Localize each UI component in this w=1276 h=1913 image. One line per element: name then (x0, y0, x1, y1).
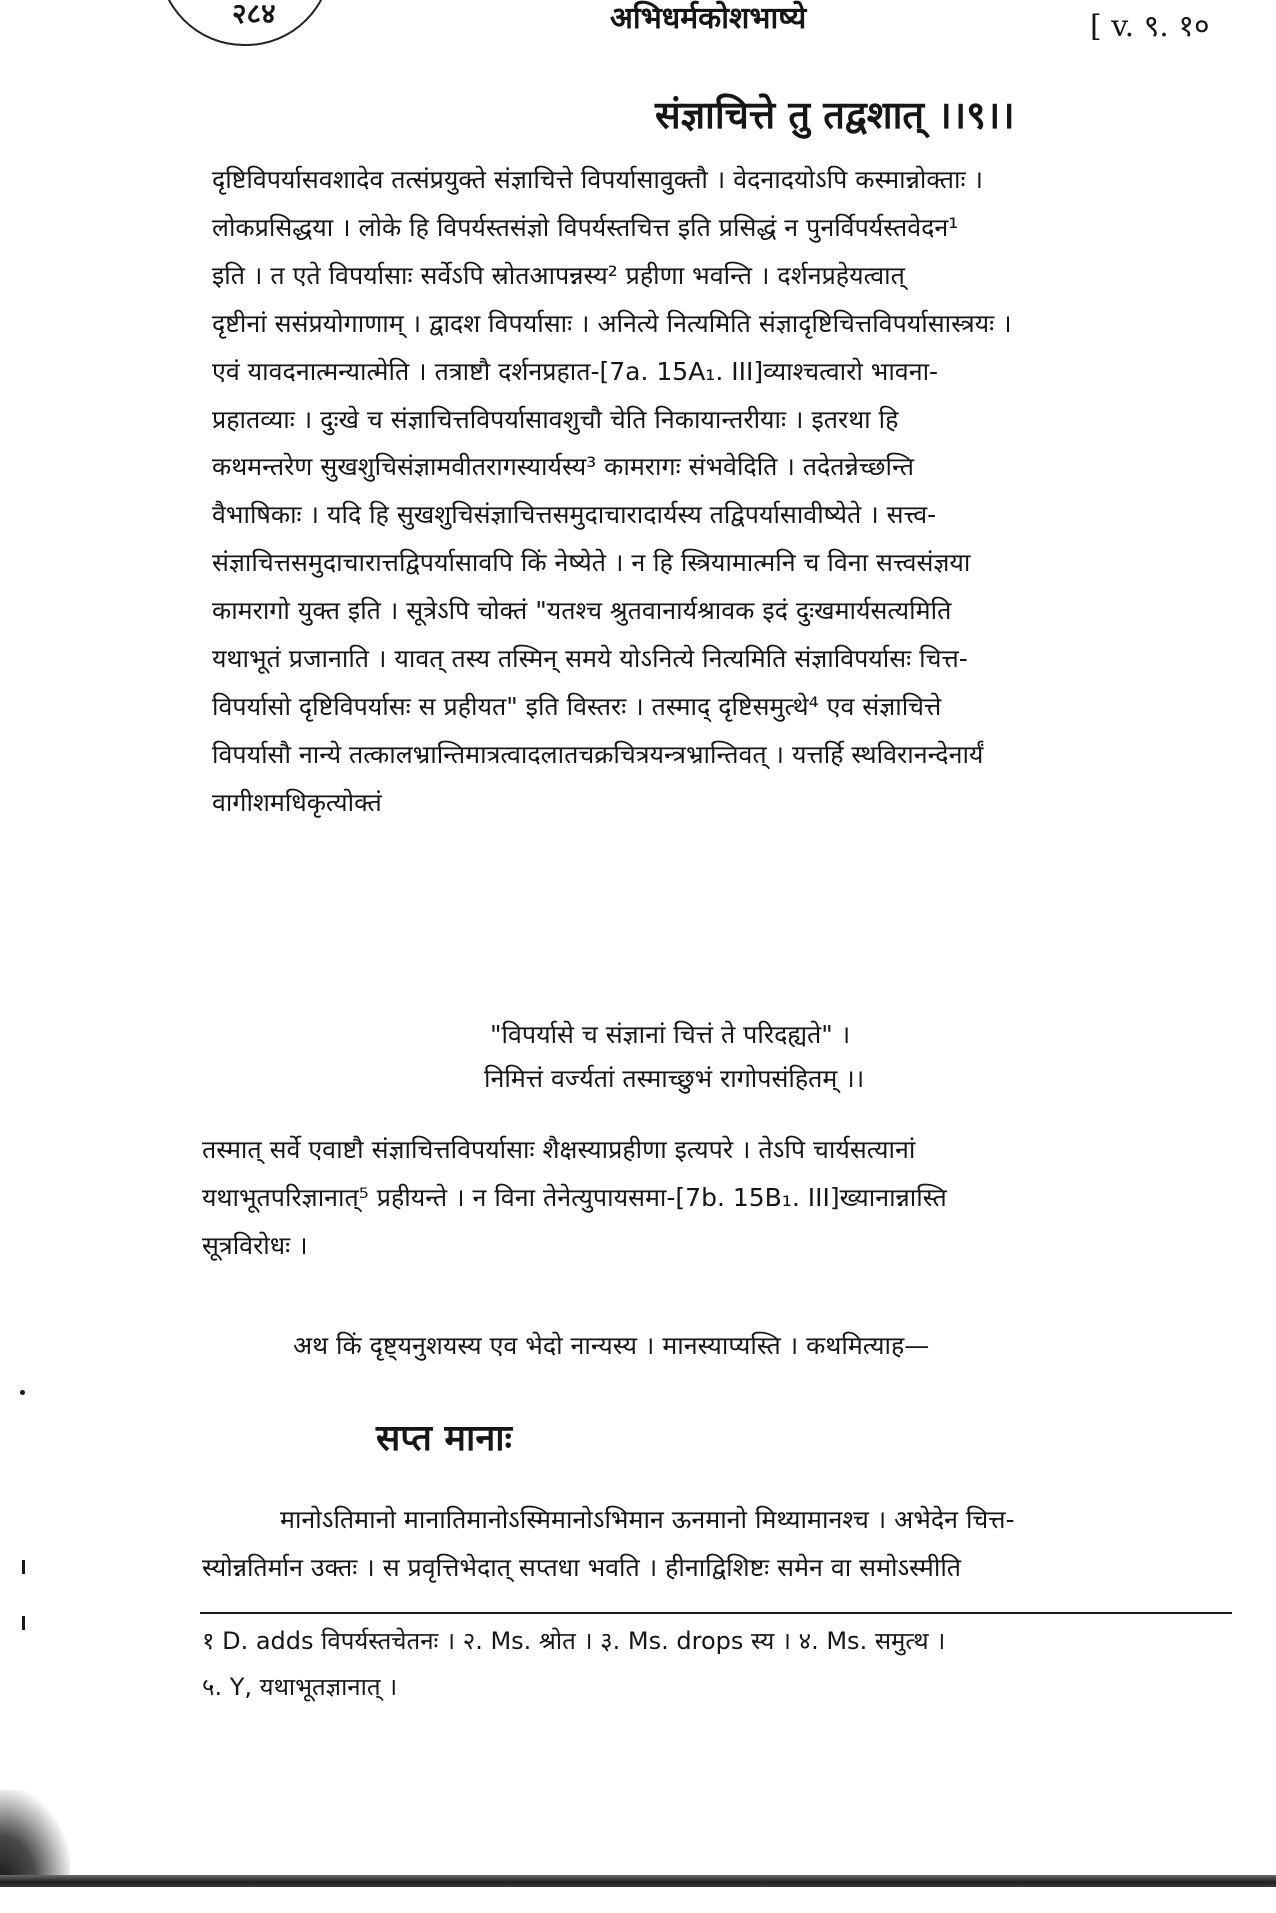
paragraph-line: यथाभूतपरिज्ञानात्⁵ प्रहीयन्ते । न विना तेनेत्युपायसमा-[7b. 15B₁. III]ख्यानान्नास्ति (202, 1183, 947, 1212)
commentary-line: प्रहातव्याः । दुःखे च संज्ञाचित्तविपर्यासावशुचौ चेति निकायान्तरीयाः । इतरथा हि (212, 404, 899, 434)
footnote-line: १ D. adds विपर्यस्तचेतनः । २. Ms. श्रोत । ३. Ms. drops स्य । ४. Ms. समुत्थ । (202, 1627, 946, 1655)
commentary-line: दृष्टिविपर्यासवशादेव तत्संप्रयुक्ते संज्ञाचित्ते विपर्यासावुक्तौ । वेदनादयोऽपि कस्मान्नोक्ताः । (212, 165, 983, 194)
commentary-paragraph (212, 156, 1236, 827)
paragraph-line: मानोऽतिमानो मानातिमानोऽस्मिमानोऽभिमान ऊनमानो मिथ्यामानश्च । अभेदेन चित्त- (280, 1505, 1015, 1534)
commentary-line: विपर्यासो दृष्टिविपर्यासः स प्रहीयत" इति विस्तरः । तस्माद् दृष्टिसमुत्थे⁴ एव संज्ञाचित्ते (212, 691, 942, 721)
commentary-line: इति । त एते विपर्यासाः सर्वेऽपि स्रोतआपन्नस्य² प्रहीणा भवन्ति । दर्शनप्रहेयत्वात् (212, 260, 905, 290)
margin-mark (22, 1616, 25, 1630)
paragraph-line: तस्मात् सर्वे एवाष्टौ संज्ञाचित्तविपर्यासाः शैक्षस्याप्रहीणा इत्यपरे । तेऽपि चार्यसत्यानां (202, 1135, 916, 1164)
margin-mark (22, 1560, 25, 1574)
margin-dot (20, 1390, 25, 1395)
commentary-line: लोकप्रसिद्धया । लोके हि विपर्यस्तसंज्ञो विपर्यस्तचित्त इति प्रसिद्धं न पुनर्विपर्यस्तवेदन¹ (212, 212, 959, 242)
footnotes (202, 1618, 1242, 1710)
paragraph-line: स्योन्नतिर्मान उक्तः । स प्रवृत्तिभेदात् सप्तधा भवति । हीनाद्विशिष्टः समेन वा समोऽस्मीति (202, 1553, 962, 1582)
paragraph (202, 1496, 1236, 1592)
scan-shadow (0, 1790, 70, 1880)
verse-line: संज्ञाचित्ते तु तद्वशात् ।।९।। (655, 93, 1015, 137)
commentary-line: एवं यावदनात्मन्यात्मेति । तत्राष्टौ दर्शनप्रहात-[7a. 15A₁. III]व्याश्चत्वारो भावना- (212, 356, 939, 386)
question-line: अथ किं दृष्ट्यनुशयस्य एव भेदो नान्यस्य । मानस्याप्यस्ति । कथमित्याह— (293, 1331, 930, 1360)
commentary-line: कामरागो युक्त इति । सूत्रेऽपि चोक्तं "यतश्च श्रुतवानार्यश्रावक इदं दुःखमार्यसत्यमिति (212, 596, 952, 626)
quoted-verse-line: निमित्तं वर्ज्यतां तस्माच्छुभं रागोपसंहितम् ।। (484, 1064, 865, 1093)
commentary-line: कथमन्तरेण सुखशुचिसंज्ञामवीतरागस्यार्यस्य³ कामरागः संभवेदिति । तदेतन्नेच्छन्ति (212, 452, 914, 482)
scan-edge (0, 1875, 1276, 1887)
section-heading: सप्त मानाः (376, 1418, 512, 1459)
quoted-verse-line: "विपर्यासे च संज्ञानां चित्तं ते परिदह्यते" । (490, 1020, 851, 1049)
section-reference: [ v. ९. १० (1090, 9, 1210, 44)
commentary-line: संज्ञाचित्तसमुदाचारात्तद्विपर्यासावपि किं नेष्येते । न हि स्त्रियामात्मनि च विना सत्त्वसंज्ञया (212, 548, 971, 578)
page-number: २८४ (232, 0, 276, 30)
footnote-line: ५. Y, यथाभूतज्ञानात् । (202, 1673, 398, 1701)
commentary-line: वैभाषिकाः । यदि हि सुखशुचिसंज्ञाचित्तसमुदाचारादार्यस्य तद्विपर्यासावीष्येते । सत्त्व- (212, 500, 937, 530)
running-title: अभिधर्मकोशभाष्ये (610, 1, 807, 36)
paragraph-line: सूत्रविरोधः । (202, 1231, 308, 1260)
commentary-line: वागीशमधिकृत्योक्तं (212, 787, 382, 817)
commentary-line: यथाभूतं प्रजानाति । यावत् तस्य तस्मिन् समये योऽनित्ये नित्यमिति संज्ञाविपर्यासः चित्त- (212, 644, 968, 674)
footnote-rule (200, 1612, 1232, 1614)
commentary-line: विपर्यासौ नान्ये तत्कालभ्रान्तिमात्रत्वादलातचक्रचित्रयन्त्रभ्रान्तिवत् । यत्तर्हि स्थविरानन्देनार्यं (212, 739, 984, 769)
commentary-line: दृष्टीनां ससंप्रयोगाणाम् । द्वादश विपर्यासाः । अनित्ये नित्यमिति संज्ञादृष्टिचित्तविपर्यासास्त्रयः । (212, 308, 1012, 338)
paragraph (202, 1126, 1236, 1270)
